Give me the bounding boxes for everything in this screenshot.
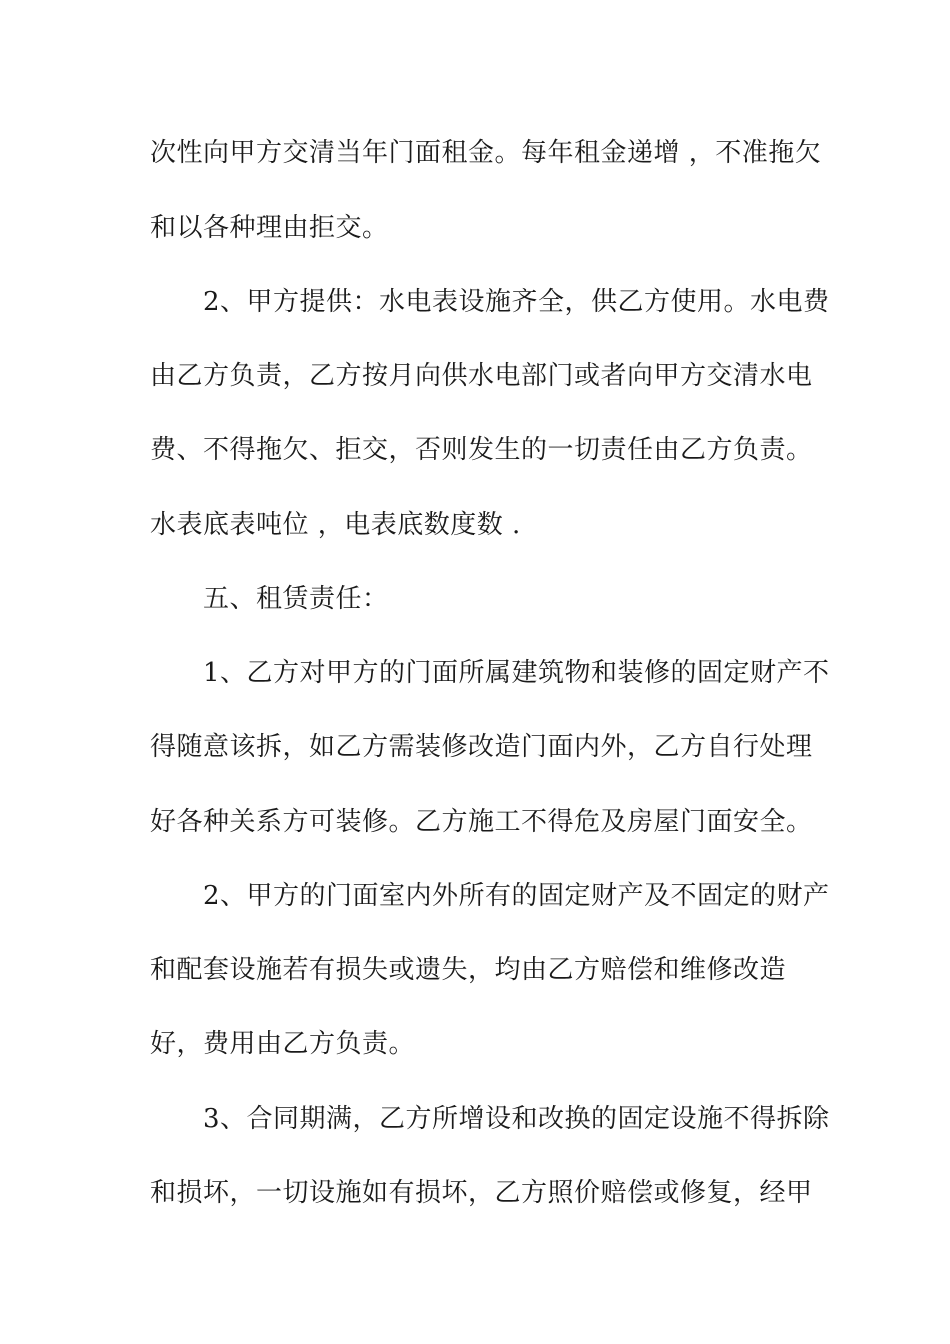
text-line: 和以各种理由拒交。: [150, 213, 389, 243]
paragraph-start-line: 3、合同期满，乙方所增设和改换的固定设施不得拆除: [203, 1104, 830, 1134]
text-line: 得随意该拆，如乙方需装修改造门面内外，乙方自行处理: [150, 732, 813, 762]
text-line: 好，费用由乙方负责。: [150, 1029, 416, 1059]
paragraph-start-line: 2、甲方提供：水电表设施齐全，供乙方使用。水电费: [203, 287, 830, 317]
text-line: 水表底表吨位 ，电表底数度数 .: [150, 510, 521, 540]
text-line: 次性向甲方交清当年门面租金。每年租金递增 ，不准拖欠: [150, 138, 822, 168]
paragraph-start-line: 1、乙方对甲方的门面所属建筑物和装修的固定财产不: [203, 658, 830, 688]
section-heading: 五、租赁责任：: [203, 584, 389, 614]
text-line: 由乙方负责，乙方按月向供水电部门或者向甲方交清水电: [150, 361, 813, 391]
text-line: 和配套设施若有损失或遗失，均由乙方赔偿和维修改造: [150, 955, 787, 985]
text-line: 费、不得拖欠、拒交，否则发生的一切责任由乙方负责。: [150, 435, 813, 465]
paragraph-start-line: 2、甲方的门面室内外所有的固定财产及不固定的财产: [203, 881, 830, 911]
text-line: 好各种关系方可装修。乙方施工不得危及房屋门面安全。: [150, 807, 813, 837]
text-line: 和损坏，一切设施如有损坏，乙方照价赔偿或修复，经甲: [150, 1178, 813, 1208]
